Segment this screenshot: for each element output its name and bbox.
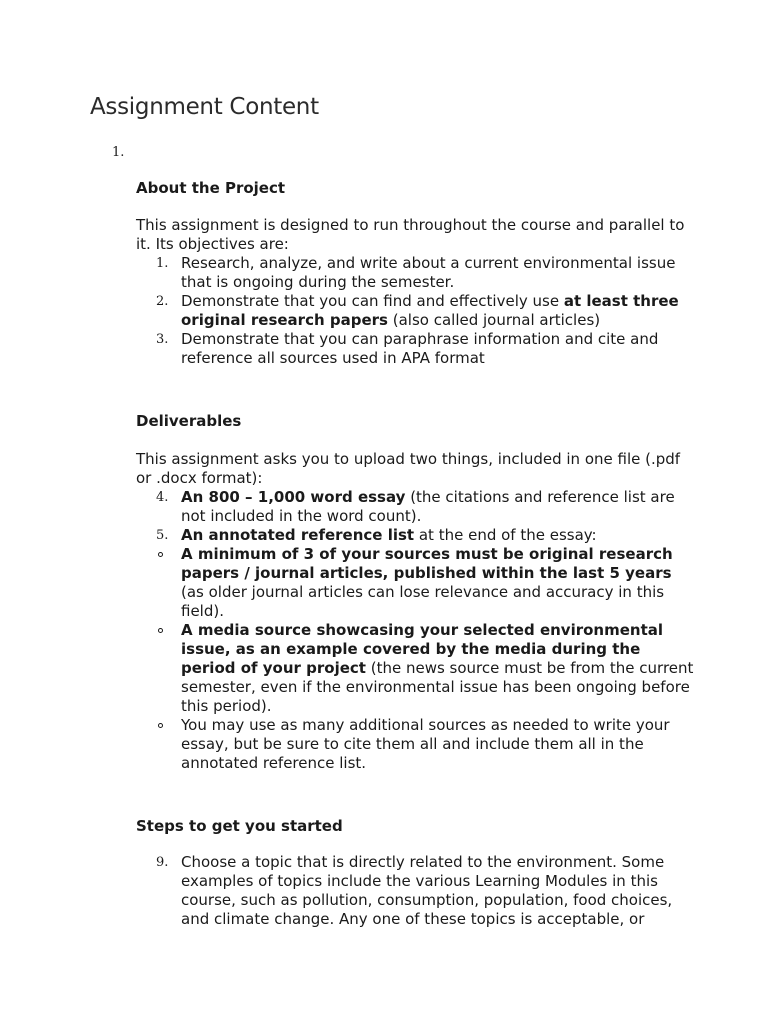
list-number: 4. — [156, 490, 169, 505]
list-number: 9. — [156, 855, 169, 870]
about-heading: About the Project — [136, 179, 286, 197]
objective-bold-text: at least three original research papers — [181, 292, 679, 329]
list-number: 3. — [156, 332, 169, 347]
step-item — [136, 853, 696, 929]
sub-item — [136, 621, 696, 716]
objective-text: Demonstrate that you can paraphrase information and cite and reference all sources used in APA format — [181, 330, 659, 367]
list-number: 1. — [156, 256, 169, 271]
sub-item-bold-text: A minimum of 3 of your sources must be original research papers / journal articles, published within the last 5 years — [181, 545, 673, 582]
circle-bullet-icon — [158, 628, 163, 633]
list-number: 5. — [156, 528, 169, 543]
deliverables-intro: This assignment asks you to upload two things, included in one file (.pdf or .docx format): — [136, 450, 681, 487]
deliverable-item — [136, 488, 696, 526]
sub-item-text: (as older journal articles can lose relevance and accuracy in this field). — [181, 583, 665, 620]
objective-text: Research, analyze, and write about a current environmental issue that is ongoing during the semester. — [181, 254, 676, 291]
deliverable-item — [136, 526, 696, 545]
objective-text: (also called journal articles) — [387, 311, 601, 329]
sub-item-bold-text: A media source showcasing your selected environmental issue, as an example covered by the media during the period of your project — [181, 621, 664, 677]
page-title: Assignment Content — [90, 94, 319, 120]
about-intro: This assignment is designed to run throughout the course and parallel to it. Its objectives are: — [136, 216, 685, 253]
sub-item-text: (the news source must be from the current semester, even if the environmental issue has been ongoing before this period). — [181, 659, 694, 715]
steps-heading: Steps to get you started — [136, 817, 343, 835]
deliverable-bold-text: An annotated reference list — [181, 526, 415, 544]
assignment-body — [136, 179, 696, 929]
deliverables-heading: Deliverables — [136, 412, 242, 430]
sub-item — [136, 545, 696, 621]
objective-item — [136, 330, 696, 368]
sub-item — [136, 716, 696, 773]
sub-item-text: You may use as many additional sources as needed to write your essay, but be sure to cite them all and include them all in the annotated reference list. — [181, 716, 670, 772]
list-number: 2. — [156, 294, 169, 309]
objective-item — [136, 254, 696, 292]
objective-text: Demonstrate that you can find and effectively use — [181, 292, 564, 310]
circle-bullet-icon — [158, 552, 163, 557]
deliverable-bold-text: An 800 – 1,000 word essay — [181, 488, 406, 506]
deliverable-text: at the end of the essay: — [414, 526, 597, 544]
step-text: Choose a topic that is directly related to the environment. Some examples of topics include the various Learning Modules in this course, such as pollution, consumption, population, food choices, and climate change. Any one of these topics is acceptable, or — [181, 853, 673, 928]
deliverable-text: (the citations and reference list are not included in the word count). — [181, 488, 675, 525]
circle-bullet-icon — [158, 723, 163, 728]
objective-item — [136, 292, 696, 330]
outer-list-number: 1. — [112, 145, 125, 160]
